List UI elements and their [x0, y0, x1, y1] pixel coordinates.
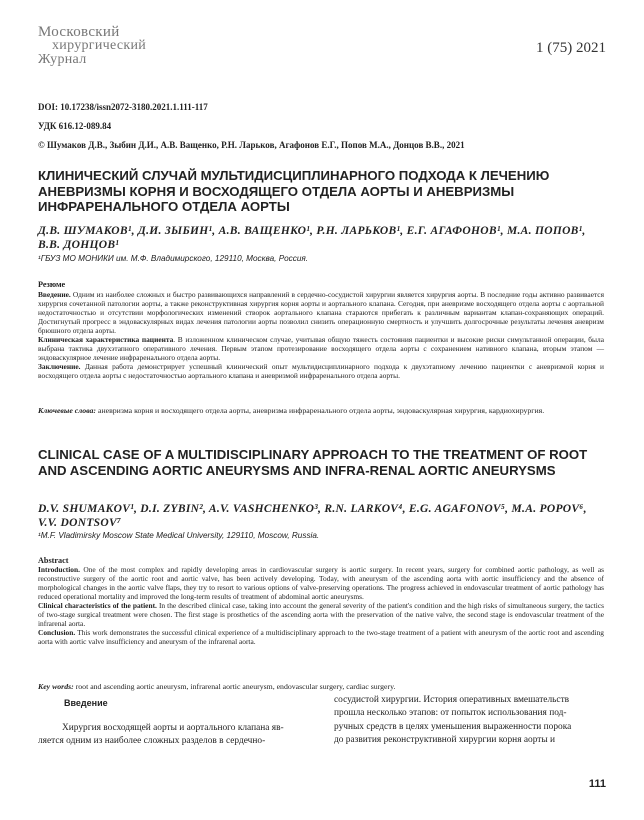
intro-label-en: Introduction. [38, 565, 80, 574]
title-ru: КЛИНИЧЕСКИЙ СЛУЧАЙ МУЛЬТИДИСЦИПЛИНАРНОГО ПОДХОДА К ЛЕЧЕНИЮ АНЕВРИЗМЫ КОРНЯ И ВОСХОДЯЩЕГО ОТДЕЛА АОРТЫ И АНЕВРИЗМЫ ИНФРАРЕНАЛЬНОГО ОТДЕЛА АОРТЫ [38, 168, 550, 214]
conclusion-label-ru: Заключение. [38, 362, 81, 371]
authors-ru-line2: В.В. ДОНЦОВ¹ [38, 239, 120, 251]
keywords-en [38, 682, 604, 692]
logo-line-3: Журнал [38, 52, 87, 67]
affiliation-ru: ¹ГБУЗ МО МОНИКИ им. М.Ф. Владимирского, 129110, Москва, Россия. [38, 254, 309, 263]
logo-line-1: Московский [38, 24, 120, 40]
intro-right-line2: прошла несколько этапов: от попыток использования под- [334, 708, 567, 719]
intro-heading: Введение [64, 698, 108, 708]
copyright: © Шумаков Д.В., Зыбин Д.И., А.В. Ващенко, Р.Н. Ларьков, Агафонов Е.Г., Попов М.А., Донцов В.В., 2021 [38, 140, 465, 150]
clinical-text-ru: . В изложенном клиническом случае, учитывая общую тяжесть состояния пациентки и высокие риски симультанной операции, была выбрана тактика двухэтапного оперативного лечения. Первым этапом протезирование восходящего отдела аорты с сохранением нативного клапана, вторым этапом — эндоваскулярное лечение инфраренального отдела аорты. [38, 335, 604, 362]
title-en: CLINICAL CASE OF A MULTIDISCIPLINARY APPROACH TO THE TREATMENT OF ROOT AND ASCENDING AORTIC ANEURYSMS AND INFRA-RENAL AORTIC ANEURYSMS [38, 447, 588, 478]
intro-label-ru: Введение. [38, 290, 71, 299]
authors-ru-line1: Д.В. ШУМАКОВ¹, Д.И. ЗЫБИН¹, А.В. ВАЩЕНКО¹, Р.Н. ЛАРЬКОВ¹, Е.Г. АГАФОНОВ¹, М.А. ПОПОВ¹, [38, 225, 586, 237]
intro-right-line3: ручных средств в целях уменьшения выраженности порока [334, 721, 572, 732]
abstract-heading-ru: Резюме [38, 280, 66, 289]
udk: УДК 616.12-089.84 [38, 121, 112, 131]
affiliation-en: ¹M.F. Vladimirsky Moscow State Medical University, 129110, Moscow, Russia. [38, 531, 320, 540]
keywords-text-ru: аневризма корня и восходящего отдела аорты, аневризма инфраренального отдела аорты, эндоваскулярная хирургия, кардиохирургия. [97, 406, 545, 415]
issue-number: 1 (75) 2021 [536, 40, 606, 56]
page-number: 111 [588, 778, 606, 790]
keywords-label-ru: Ключевые слова: [38, 406, 97, 415]
clinical-label-en: Clinical characteristics of the patient. [38, 601, 157, 610]
authors-en-line2: V.V. DONTSOV⁷ [38, 517, 122, 529]
intro-left-line1: Хирургия восходящей аорты и аортального клапана яв- [62, 723, 284, 733]
keywords-ru [38, 406, 604, 416]
conclusion-text-en: This work demonstrates the successful clinical experience of a multidisciplinary approach to the two-stage treatment of a patient with aneurysm of the aortic root and ascending aorta with aortic valve insufficiency and aneurysm of the infrarenal aorta. [38, 628, 604, 646]
authors-en-line1: D.V. SHUMAKOV¹, D.I. ZYBIN², A.V. VASHCHENKO³, R.N. LARKOV⁴, E.G. AGAFONOV⁵, M.A. POPOV⁶, [38, 503, 587, 515]
abstract-en [38, 565, 604, 646]
intro-right-line4: до развития реконструктивной хирургии корня аорты и [334, 734, 556, 745]
logo-line-2: хирургический [52, 38, 147, 53]
clinical-label-ru: Клиническая характеристика пациента [38, 335, 174, 344]
doi: DOI: 10.17238/issn2072-3180.2021.1.111-117 [38, 102, 208, 112]
keywords-label-en: Key words: [38, 682, 74, 691]
conclusion-label-en: Conclusion. [38, 628, 76, 637]
clinical-text-en: In the described clinical case, taking into account the general severity of the patient's condition and the high risks of simultaneous surgery, the tactics of two-stage surgical treatment were chosen. The first stage is prosthetics of the ascending aorta with the preservation of the native valve, the second stage is endovascular treatment of the infrarenal aorta. [38, 601, 604, 628]
conclusion-text-ru: Данная работа демонстрирует успешный клинический опыт мультидисциплинарного подхода к двухэтапному лечению пациентки с аневризмой корня и восходящего отдела аорты с недостаточностью аортального клапана и аневризмой инфраренального отдела аорты. [38, 362, 604, 380]
keywords-text-en: root and ascending aortic aneurysm, infrarenal aortic aneurysm, endovascular surgery, cardiac surgery. [75, 682, 396, 691]
journal-logo [38, 24, 158, 70]
intro-right-line1: сосудистой хирургии. История оперативных вмешательств [334, 695, 570, 705]
intro-text-en: One of the most complex and rapidly developing areas in cardiovascular surgery is aortic surgery. In recent years, surgery for combined aortic pathology, as well as reconstructive surgery of the aortic root and aortic valve, has been actively developing. Today, with aneurysm of the ascending aorta with aortic insufficiency and the absence of morphological changes in the aortic valve flaps, they try to resort to various options of valve-preserving operations. The progress achieved in endovascular treatment of aortic pathology has reduced operational mortality and improved the long-term results of treatment of abdominal aortic aneurysms. [38, 565, 604, 601]
intro-left-column [38, 722, 308, 749]
intro-text-ru: Одним из наиболее сложных и быстро развивающихся направлений в сердечно-сосудистой хирургии является хирургия аорты. В последние годы активно развивается хирургия сочетанной патологии аорты, а также реконструктивная хирургия корня аорты и аортального клапана. Сегодня, при аневризме восходящего отдела аорты с аортальной недостаточностью и отсутствии морфологических изменений створок аортального клапана стараются прибегать к различным вариантам клапан-сохраняющих операций. Достигнутый прогресс в эндоваскулярных видах лечения патологии аорты позволил снизить операционную смертность и улучшить долгосрочные результаты лечения аневризм брюшного отдела аорты. [38, 290, 604, 335]
abstract-ru [38, 290, 604, 380]
intro-left-line2: ляется одним из наиболее сложных разделов в сердечно- [38, 736, 266, 747]
abstract-heading-en: Abstract [38, 556, 69, 565]
intro-right-column [334, 694, 606, 747]
